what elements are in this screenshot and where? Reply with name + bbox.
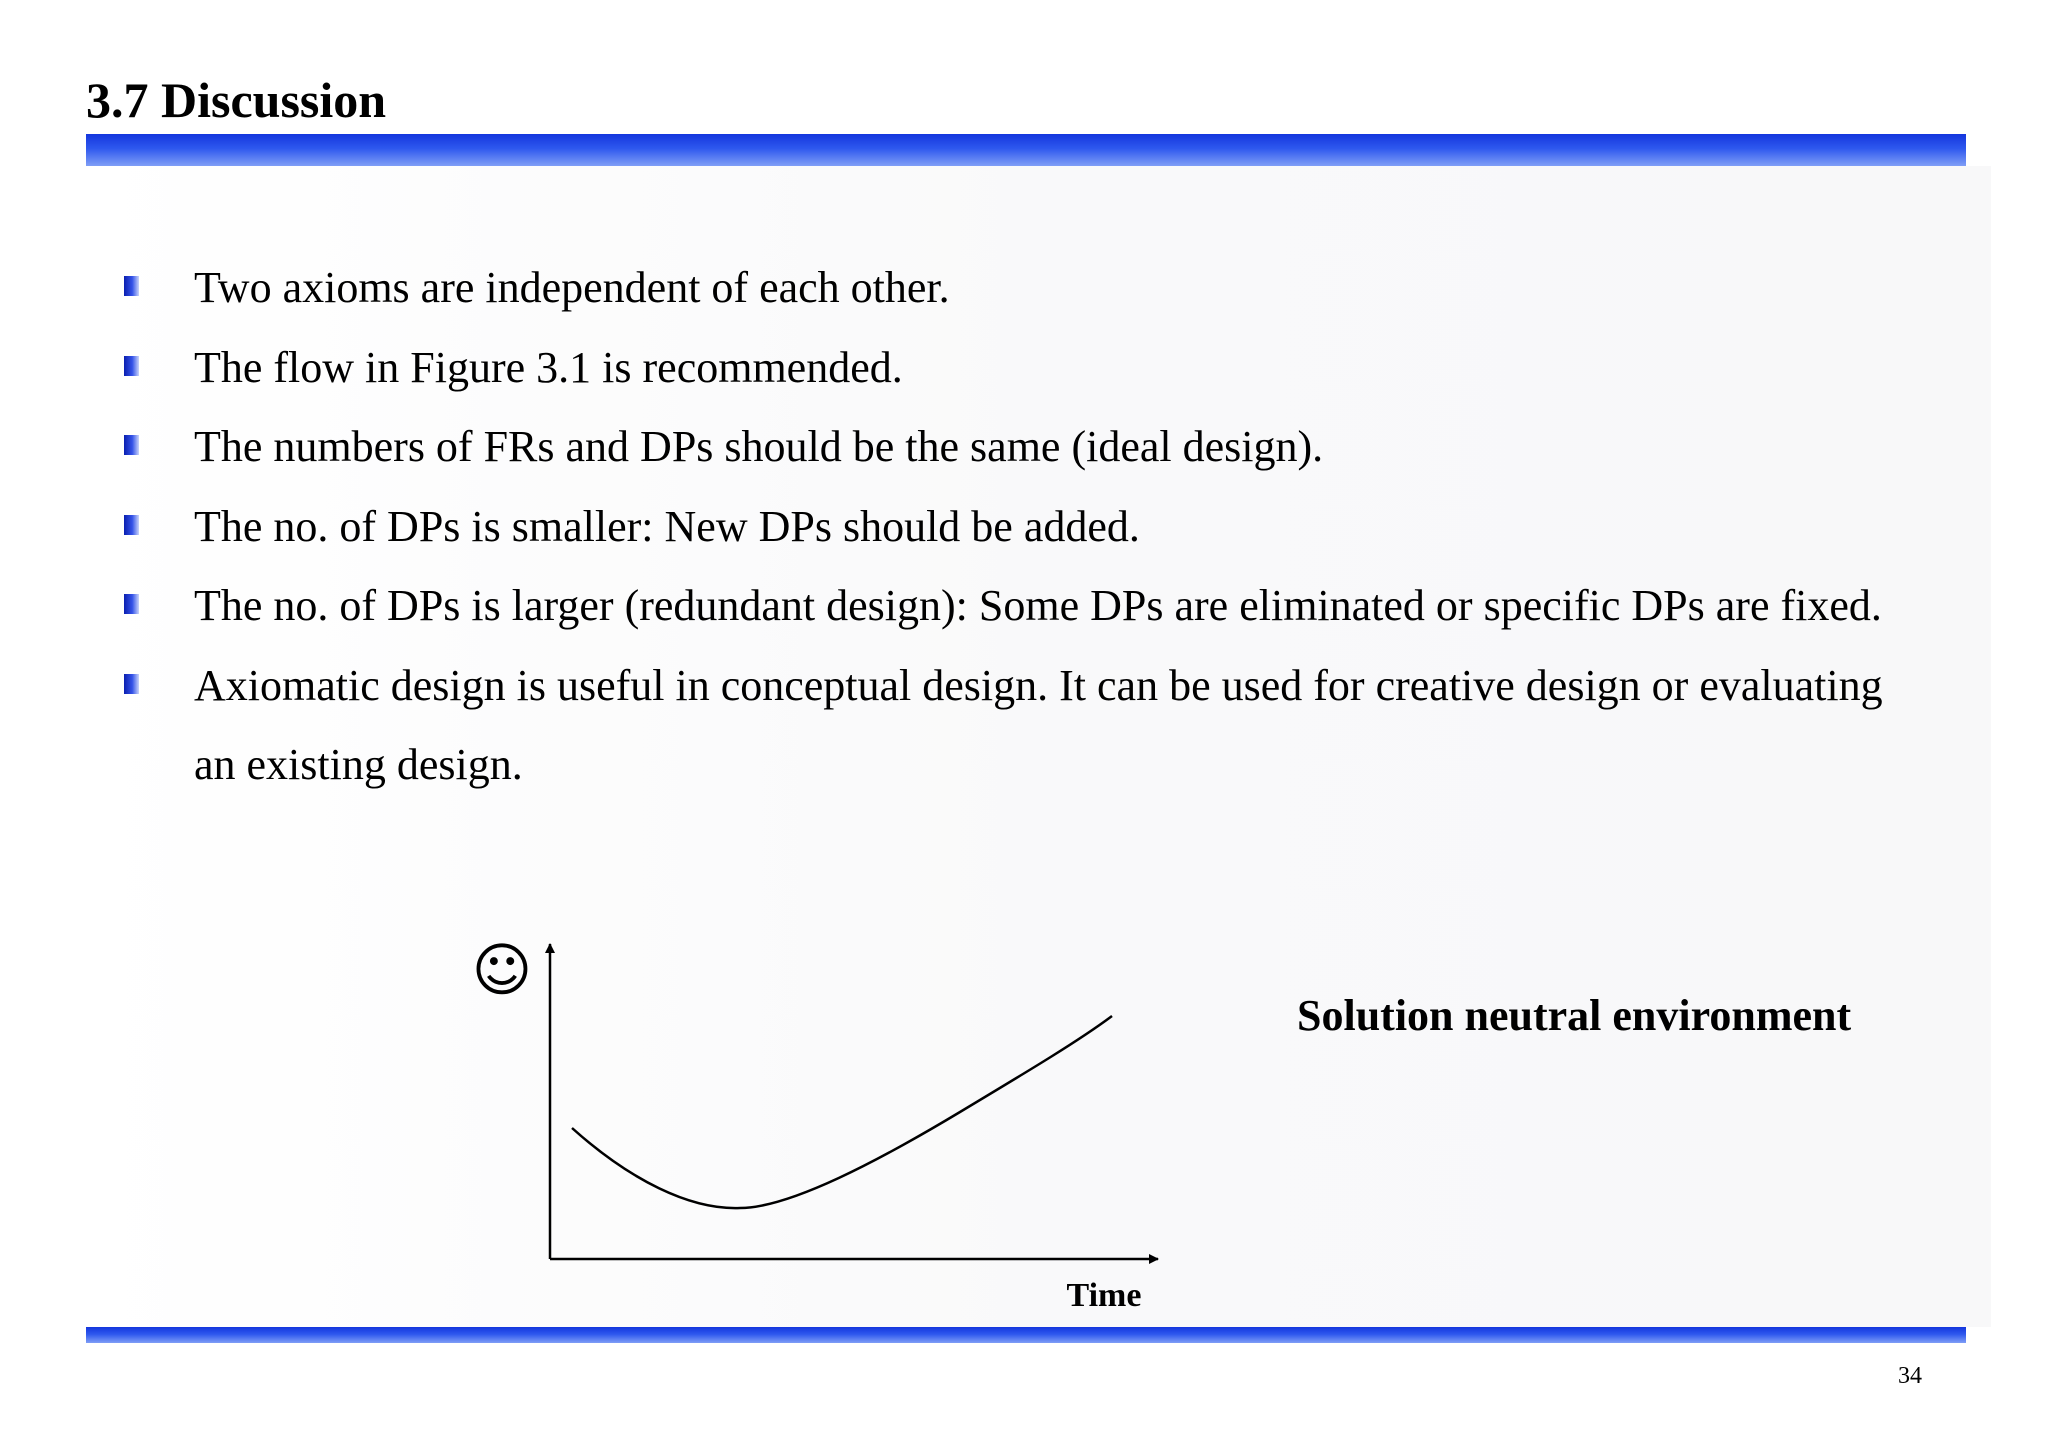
footer-divider-bar [86,1327,1966,1343]
satisfaction-curve [572,1016,1112,1208]
smiley-face-icon: ☺ [471,936,533,1004]
bullet-text: The no. of DPs is larger (redundant design): Some DPs are eliminated or specific DPs are fixed. [194,581,1882,630]
solution-neutral-environment-label: Solution neutral environment [1297,991,1852,1040]
x-axis-label: Time [1066,1277,1142,1314]
bullet-text: The no. of DPs is smaller: New DPs should be added. [194,501,1140,551]
bullet-text: Two axioms are independent of each other. [194,263,950,312]
bullet-text: Axiomatic design is useful in conceptual design. It can be used for creative design or evaluating an existing design. [194,660,1883,789]
bullet-text: The numbers of FRs and DPs should be the same (ideal design). [194,422,1324,471]
slide-title: 3.7 Discussion [86,72,387,128]
bullet-text: The flow in Figure 3.1 is recommended. [194,342,903,392]
page-number: 34 [1898,1363,1922,1389]
